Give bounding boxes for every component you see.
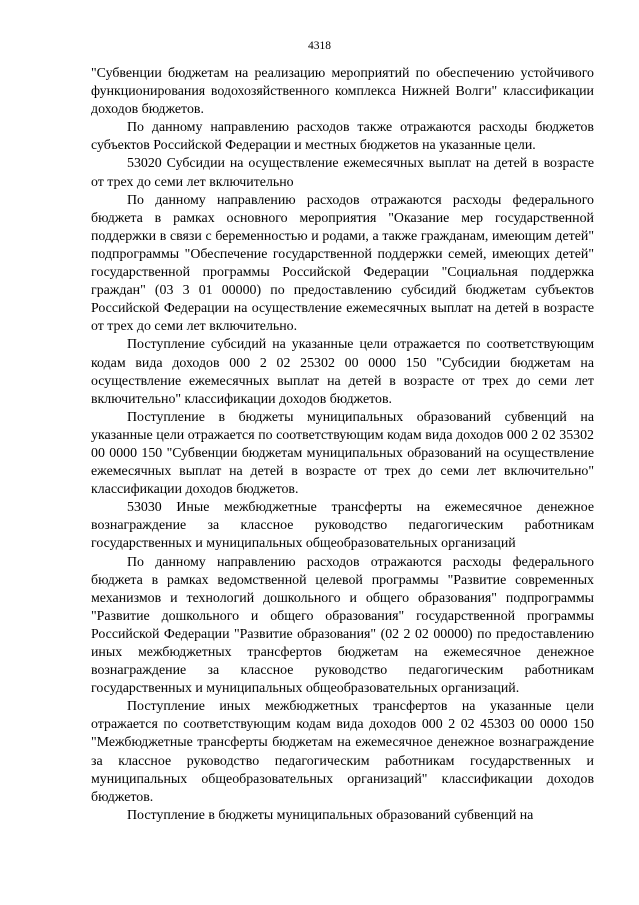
paragraph-4: По данному направлению расходов отражаются расходы федерального бюджета в рамках основного мероприятия "Оказание мер государственной поддержки в связи с беременностью и родами, а также гражданам, имеющим детей" подпрограммы "Обеспечение государственной поддержки семей, имеющих детей" государственной программы Российской Федерации "Социальная поддержка граждан" (03 3 01 00000) по предоставлению субсидий бюджетам субъектов Российской Федерации на осуществление ежемесячных выплат на детей в возрасте от трех до семи лет включительно. [91,192,594,335]
paragraph-6: Поступление в бюджеты муниципальных образований субвенций на указанные цели отражается по соответствующим кодам вида доходов 000 2 02 35302 00 0000 150 "Субвенции бюджетам муниципальных образований на осуществление ежемесячных выплат на детей в возрасте от трех до семи лет включительно" классификации доходов бюджетов. [91,409,594,498]
paragraph-5: Поступление субсидий на указанные цели отражается по соответствующим кодам вида доходов 000 2 02 25302 00 0000 150 "Субсидии бюджетам на осуществление ежемесячных выплат на детей в возрасте от трех до семи лет включительно" классификации доходов бюджетов. [91,337,594,407]
paragraph-9: Поступление иных межбюджетных трансфертов на указанные цели отражается по соответствующим кодам вида доходов 000 2 02 45303 00 0000 150 "Межбюджетные трансферты бюджетам на ежемесячное денежное вознаграждение за классное руководство педагогическим работникам государственных и муниципальных общеобразовательных организаций" классификации доходов бюджетов. [91,699,594,805]
paragraph-8: По данному направлению расходов отражаются расходы федерального бюджета в рамках ведомственной целевой программы "Развитие современных механизмов и технологий дошкольного и общего образования" подпрограммы "Развитие дошкольного и общего образования" государственной программы Российской Федерации "Развитие образования" (02 2 02 00000) по предоставлению иных межбюджетных трансфертов бюджетам на ежемесячное денежное вознаграждение за классное руководство педагогическим работникам государственных и муниципальных общеобразовательных организаций. [91,554,594,697]
paragraph-10: Поступление в бюджеты муниципальных образований субвенций на [127,807,534,823]
paragraph-7: 53030 Иные межбюджетные трансферты на ежемесячное денежное вознаграждение за классное руководство педагогическим работникам государственных и муниципальных общеобразовательных организаций [91,500,594,552]
paragraph-1: "Субвенции бюджетам на реализацию мероприятий по обеспечению устойчивого функционирования водохозяйственного комплекса Нижней Волги" классификации доходов бюджетов. [91,66,594,118]
paragraph-2: По данному направлению расходов также отражаются расходы бюджетов субъектов Российской Федерации и местных бюджетов на указанные цели. [91,120,594,154]
paragraph-3: 53020 Субсидии на осуществление ежемесячных выплат на детей в возрасте от трех до семи лет включительно [91,156,594,190]
page-number: 4318 [308,40,331,52]
document-body [91,65,594,825]
